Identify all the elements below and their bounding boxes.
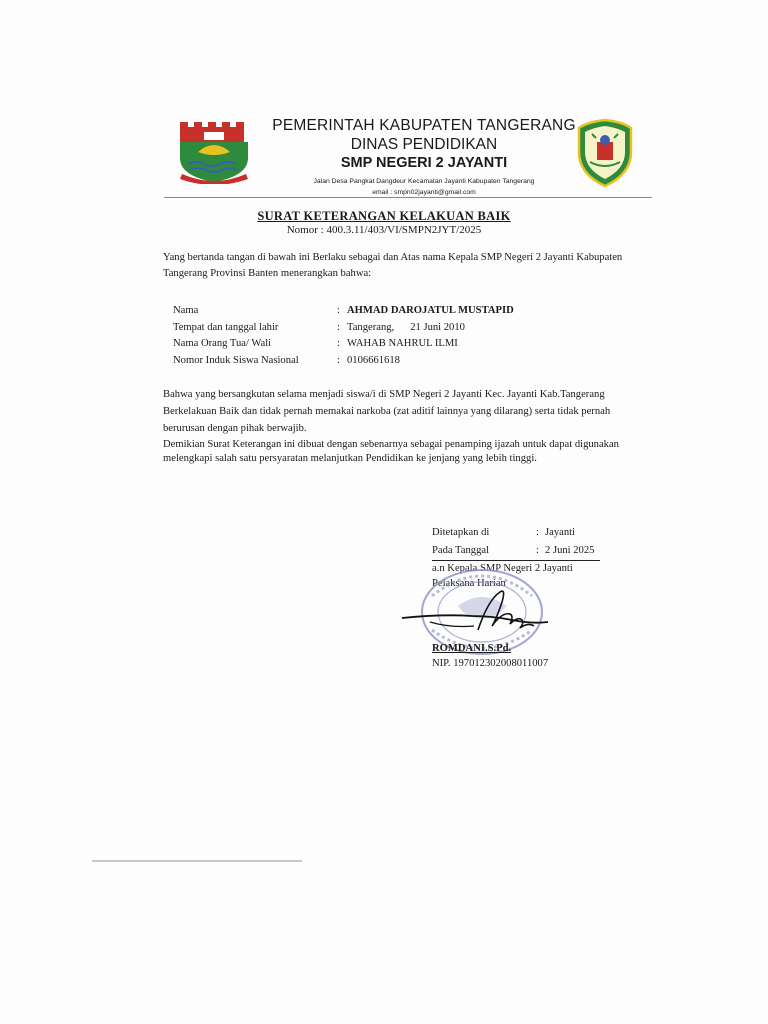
conduct-statement: Bahwa yang bersangkutan selama menjadi siswa/i di SMP Negeri 2 Jayanti Kec. Jayanti Kab.Tangerang Berkelakuan Baik dan tidak pernah memakai narkoba (zat aditif lainnya yang dilarang) serta tidak pernah berurusan dengan pihak berwajib. <box>163 389 611 434</box>
birth-place: Tangerang, <box>347 321 395 333</box>
identity-row-name: Nama : AHMAD DAROJATUL MUSTAPID <box>173 303 514 320</box>
school-shield-emblem-icon <box>576 118 634 188</box>
identity-row-birth: Tempat dan tanggal lahir : Tangerang, 21 Juni 2010 <box>173 321 465 333</box>
issued-place-row: Ditetapkan di : Jayanti <box>432 524 600 542</box>
closing-statement: Demikian Surat Keterangan ini dibuat dengan sebenarnya sebagai penamping ijazah untuk dapat digunakan melengkapi salah satu persyaratan melanjutkan Pendidikan ke jenjang yang lebih tinggi. <box>163 439 619 464</box>
signer-role: Pelaksana Harian <box>432 578 506 589</box>
handwritten-signature-icon <box>400 588 552 644</box>
letterhead-divider <box>164 197 652 198</box>
issued-date-row: Pada Tanggal : 2 Juni 2025 <box>432 542 600 561</box>
birth-date: 21 Juni 2010 <box>410 321 465 333</box>
student-name: AHMAD DAROJATUL MUSTAPID <box>347 305 514 316</box>
issued-place: Jayanti <box>545 527 576 538</box>
signer-name: ROMDANI.S.Pd. <box>432 643 512 654</box>
parent-name: WAHAB NAHRUL ILMI <box>347 338 458 349</box>
letterhead <box>268 116 580 199</box>
identity-row-nisn: Nomor Induk Siswa Nasional : 0106661618 <box>173 353 514 370</box>
on-behalf-of: a.n Kepala SMP Negeri 2 Jayanti <box>432 563 573 574</box>
signer-nip: NIP. 197012302008011007 <box>432 658 549 669</box>
issued-date: 2 Juni 2025 <box>545 545 595 556</box>
student-identity-table <box>173 303 514 369</box>
letterhead-department: DINAS PENDIDIKAN <box>350 136 498 153</box>
nisn-value: 0106661618 <box>347 354 400 366</box>
intro-paragraph: Yang bertanda tangan di bawah ini Berlaku sebagai dan Atas nama Kepala SMP Negeri 2 Jayanti Kabupaten Tangerang Provinsi Banten menerangkan bahwa: <box>163 252 623 279</box>
letterhead-email: email : smpn02jayanti@gmail.com <box>372 189 476 196</box>
letterhead-address: Jalan Desa Pangkat Dangdeur Kecamatan Jayanti Kabupaten Tangerang <box>313 178 535 185</box>
tangerang-regency-crest-icon <box>176 118 252 184</box>
letterhead-government: PEMERINTAH KABUPATEN TANGERANG <box>272 117 576 134</box>
scan-artifact-line <box>92 860 302 862</box>
identity-row-parent: Nama Orang Tua/ Wali : WAHAB NAHRUL ILMI <box>173 336 514 353</box>
letter-number: Nomor : 400.3.11/403/VI/SMPN2JYT/2025 <box>286 224 482 236</box>
letter-title: SURAT KETERANGAN KELAKUAN BAIK <box>257 209 511 223</box>
letterhead-school: SMP NEGERI 2 JAYANTI <box>340 155 508 171</box>
